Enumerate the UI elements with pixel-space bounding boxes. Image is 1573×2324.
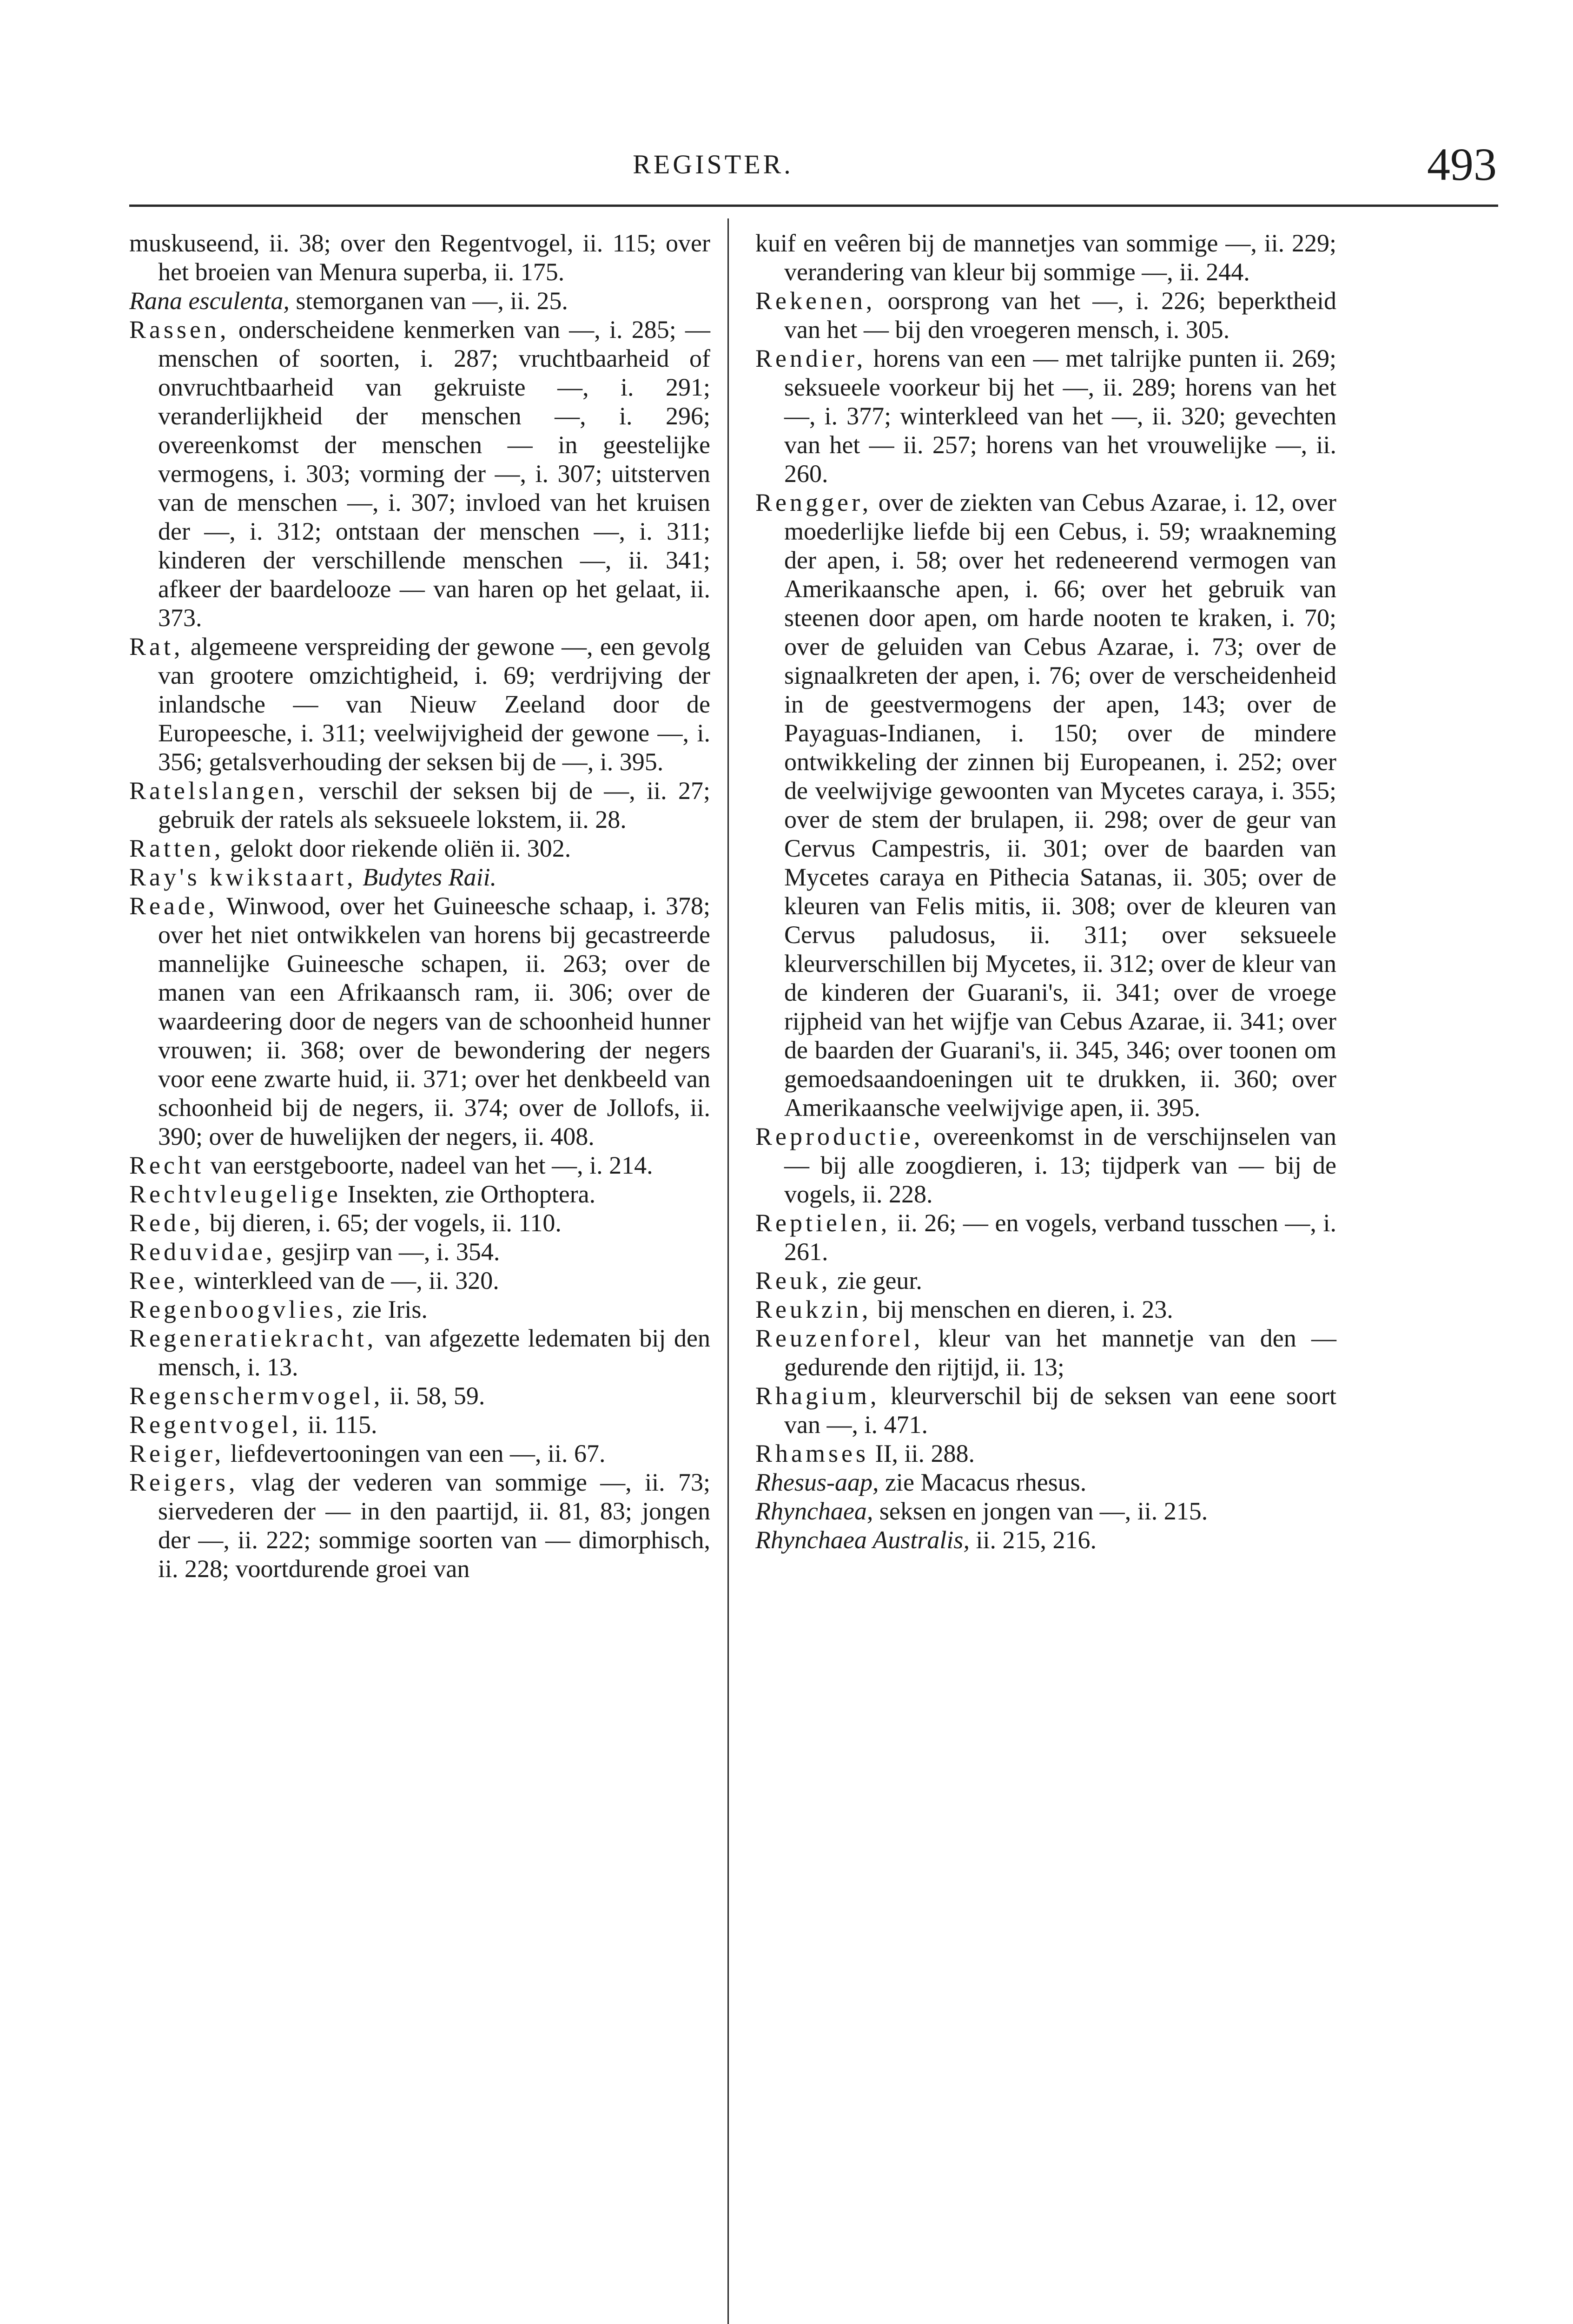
entry-text: overeenkomst in de verschijnselen van — bij alle zoogdieren, i. 13; tijdperk van — bij de vogels, ii. 228. [784, 1122, 1336, 1208]
index-entry [129, 1180, 710, 1208]
entry-text: kuif en veêren bij de mannetjes van sommige —, ii. 229; verandering van kleur bij sommige —, ii. 244. [755, 229, 1336, 286]
entry-head: Regenschermvogel, [129, 1382, 383, 1410]
index-entry [755, 1295, 1336, 1324]
entry-head: Ratelslangen, [129, 777, 308, 805]
index-entry [755, 1468, 1336, 1497]
page-number: 493 [1427, 139, 1497, 190]
index-entry [755, 1497, 1336, 1525]
entry-text: stemorganen van —, ii. 25. [289, 287, 568, 315]
entry-text: Winwood, over het Guineesche schaap, i. 378; over het niet ontwikkelen van horens bij gecastreerde mannelijke Guineesche schapen, ii. 263; over de manen van een Afrikaansch ram, ii. 306; over de waardeering door de negers van de schoonheid hunner vrouwen; ii. 368; over de bewondering der negers voor eene zwarte huid, ii. 371; over het denkbeeld van schoonheid bij de negers, ii. 374; over de Jollofs, ii. 390; over de huwelijken der negers, ii. 408. [158, 892, 710, 1150]
entry-head: Regeneratiekracht, [129, 1324, 377, 1352]
index-entry [755, 286, 1336, 344]
entry-head: Rechtvleugelige [129, 1180, 341, 1208]
entry-head: Reade, [129, 892, 218, 920]
index-entry [129, 229, 710, 286]
entry-text: kleur van het mannetje van den — gedurende den rijtijd, ii. 13; [784, 1324, 1336, 1381]
entry-head: Rhagium, [755, 1382, 880, 1410]
entry-head: Reukzin, [755, 1295, 872, 1323]
entry-text: ii. 58, 59. [383, 1382, 485, 1410]
entry-head: Rassen, [129, 316, 230, 343]
index-entry [129, 286, 710, 315]
entry-text: verschil der seksen bij de —, ii. 27; gebruik der ratels als seksueele lokstem, ii. 28. [158, 777, 710, 833]
entry-head: Reuzenforel, [755, 1324, 924, 1352]
entry-text: zie Iris. [346, 1295, 428, 1323]
entry-text: vlag der vederen van sommige —, ii. 73; siervederen der — in den paartijd, ii. 81, 83; jongen der —, ii. 222; sommige soorten van — dimorphisch, ii. 228; voortdurende groei van [158, 1468, 710, 1583]
index-entry [755, 1208, 1336, 1266]
entry-text: ii. 26; — en vogels, verband tusschen —, i. 261. [784, 1209, 1336, 1266]
index-entry [129, 315, 710, 632]
index-entry [755, 1122, 1336, 1208]
entry-head: Rhynchaea Australis, [755, 1526, 970, 1554]
running-title: REGISTER. [633, 149, 793, 179]
entry-head: Ree, [129, 1267, 188, 1294]
entry-text: ii. 215, 216. [969, 1526, 1097, 1554]
entry-text: onderscheidene kenmerken van —, i. 285; — menschen of soorten, i. 287; vruchtbaarheid of onvruchtbaarheid van gekruiste —, i. 291; veranderlijkheid der menschen —, i. 296; overeenkomst der menschen — in geestelijke vermogens, i. 303; vorming der —, i. 307; uitsterven van de menschen —, i. 307; invloed van het kruisen der —, i. 312; ontstaan der menschen —, i. 311; kinderen der verschillende menschen —, ii. 341; afkeer der baardelooze — van haren op het gelaat, ii. 373. [158, 316, 710, 632]
entry-head: Rhynchaea, [755, 1497, 873, 1525]
index-entry [129, 1439, 710, 1468]
entry-text: gesjirp van —, i. 354. [275, 1238, 500, 1266]
entry-head: Reigers, [129, 1468, 238, 1496]
index-entry [129, 632, 710, 776]
index-entry [129, 834, 710, 863]
index-entry [755, 229, 1336, 286]
entry-head: Regentvogel, [129, 1411, 302, 1439]
entry-head: Rede, [129, 1209, 204, 1237]
page-header [0, 0, 1573, 214]
index-entry [129, 1237, 710, 1266]
entry-head: Rekenen, [755, 287, 876, 315]
entry-text: van eerstgeboorte, nadeel van het —, i. 214. [204, 1151, 653, 1179]
index-entry [129, 1468, 710, 1583]
index-entry [129, 776, 710, 834]
entry-text: II, ii. 288. [869, 1439, 975, 1467]
entry-head: Ray's kwikstaart, [129, 863, 357, 891]
index-entry [129, 1295, 710, 1324]
entry-head: Rengger, [755, 489, 872, 516]
entry-text: algemeene verspreiding der gewone —, een gevolg van grootere omzichtigheid, i. 69; verdrijving der inlandsche — van Nieuw Zeeland door de Europeesche, i. 311; veelwijvigheid der gewone —, i. 356; getalsverhouding der seksen bij de —, i. 395. [158, 633, 710, 776]
entry-head: Recht [129, 1151, 204, 1179]
entry-text: horens van een — met talrijke punten ii. 269; seksueele voorkeur bij het —, ii. 289; horens van het —, i. 377; winterkleed van het —, ii. 320; gevechten van het — ii. 257; horens van het vrouwelijke —, ii. 260. [784, 344, 1336, 488]
entry-text: zie geur. [831, 1267, 922, 1294]
entry-head: Rhesus-aap, [755, 1468, 879, 1496]
right-column [755, 229, 1336, 1554]
entry-text: van afgezette ledematen bij den mensch, i. 13. [158, 1324, 710, 1381]
entry-text: winterkleed van de —, ii. 320. [187, 1267, 499, 1294]
entry-text: gelokt door riekende oliën ii. 302. [224, 834, 571, 862]
index-entry [129, 1381, 710, 1410]
entry-text: oorsprong van het —, i. 226; beperktheid van het — bij den vroegeren mensch, i. 305. [784, 287, 1336, 343]
entry-head: Reduvidae, [129, 1238, 276, 1266]
index-entry [755, 1439, 1336, 1468]
index-entry [129, 1208, 710, 1237]
index-entry [755, 1381, 1336, 1439]
index-entry [129, 1151, 710, 1180]
entry-text: zie Macacus rhesus. [879, 1468, 1087, 1496]
entry-head: Rhamses [755, 1439, 869, 1467]
index-entry [755, 1324, 1336, 1381]
entry-head: Rana esculenta, [129, 287, 290, 315]
index-entry [129, 1266, 710, 1295]
index-entry [755, 1525, 1336, 1554]
entry-text: bij menschen en dieren, i. 23. [871, 1295, 1173, 1323]
index-entry [129, 863, 710, 891]
entry-head: Reptielen, [755, 1209, 891, 1237]
entry-head: Rendier, [755, 344, 866, 372]
entry-head: Regenboogvlies, [129, 1295, 346, 1323]
left-column [129, 229, 710, 1583]
entry-head: Ratten, [129, 834, 224, 862]
entry-head: Rat, [129, 633, 184, 660]
header-rule [129, 205, 1498, 207]
entry-head: Reproductie, [755, 1122, 924, 1150]
index-entry [755, 344, 1336, 488]
index-entry [755, 488, 1336, 1122]
index-entry [129, 891, 710, 1151]
entry-text: over de ziekten van Cebus Azarae, i. 12, over moederlijke liefde bij een Cebus, i. 59; wraakneming der apen, i. 58; over het redeneerend vermogen van Amerikaansche apen, i. 66; over het gebruik van steenen door apen, om harde nooten te kraken, i. 70; over de geluiden van Cebus Azarae, i. 73; over de signaalkreten der apen, i. 76; over de verscheidenheid in de geestvermogens der apen, 143; over de Payaguas-Indianen, i. 150; over de mindere ontwikkeling der zinnen bij Europeanen, i. 252; over de veelwijvige gewoonten van Mycetes caraya, i. 355; over de stem der brulapen, ii. 298; over de geur van Cervus Campestris, ii. 301; over de baarden van Mycetes caraya en Pithecia Satanas, ii. 305; over de kleuren van Felis mitis, ii. 308; over de kleuren van Cervus paludosus, ii. 311; over seksueele kleurverschillen bij Mycetes, ii. 312; over de kleur van de kinderen der Guarani's, ii. 341; over de vroege rijpheid van het wijfje van Cebus Azarae, ii. 341; over de baarden der Guarani's, ii. 345, 346; over toonen om gemoedsaandoeningen uit te drukken, ii. 360; over Amerikaansche veelwijvige apen, ii. 395. [784, 489, 1336, 1122]
entry-text: ii. 115. [301, 1411, 377, 1439]
index-entry [129, 1410, 710, 1439]
entry-text: Insekten, zie Orthoptera. [341, 1180, 596, 1208]
entry-text: bij dieren, i. 65; der vogels, ii. 110. [203, 1209, 562, 1237]
column-divider [727, 218, 729, 2324]
entry-text: seksen en jongen van —, ii. 215. [873, 1497, 1208, 1525]
entry-head: Reiger, [129, 1439, 225, 1467]
index-entry [129, 1324, 710, 1381]
entry-text: muskuseend, ii. 38; over den Regentvogel, ii. 115; over het broeien van Menura superba, ii. 175. [129, 229, 710, 286]
index-entry [755, 1266, 1336, 1295]
entry-text: liefdevertooningen van een —, ii. 67. [224, 1439, 606, 1467]
entry-text: kleurverschil bij de seksen van eene soort van —, i. 471. [784, 1382, 1336, 1439]
entry-text: Budytes Raii. [356, 863, 497, 891]
entry-head: Reuk, [755, 1267, 831, 1294]
